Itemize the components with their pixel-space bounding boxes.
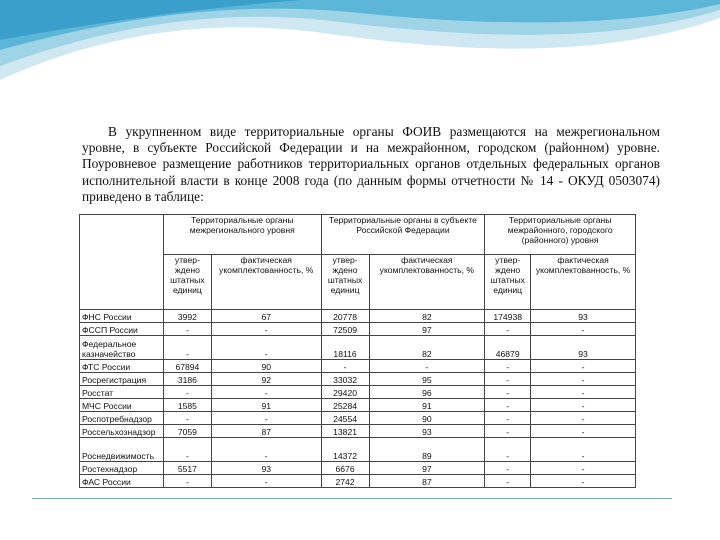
row-value-cell: 20778 [321,310,369,323]
row-value-cell: - [485,412,531,425]
row-value-cell: - [531,386,636,399]
row-value-cell: 18116 [321,336,369,360]
row-agency-name: Росрегистрация [80,373,164,386]
subheader-actual: фактическая укомплектованность, % [531,255,636,310]
row-value-cell: 24554 [321,412,369,425]
row-value-cell: - [485,438,531,462]
header-empty-cell [80,215,164,310]
row-value-cell: - [485,373,531,386]
row-value-cell: 67894 [163,360,211,373]
row-value-cell: 95 [369,373,485,386]
row-value-cell: - [369,360,485,373]
row-value-cell: 7059 [163,425,211,438]
row-value-cell: 3186 [163,373,211,386]
row-value-cell: 90 [211,360,321,373]
row-agency-name: Росстат [80,386,164,399]
subheader-approved: утвер-ждено штатных единиц [321,255,369,310]
intro-paragraph: В укрупненном виде территориальные органы ФОИВ размещаются на межрегиональном уровне, в субъекте Российской Федерации и на межрайонном, городском (районном) уровне. Поуровневое размещение работников территориальных органов отдельных федеральных органов исполнительной власти в конце 2008 года (по данным формы отчетности № 14 - ОКУД 0503074) приведено в таблице: [82,124,660,204]
row-value-cell: 5517 [163,462,211,475]
row-value-cell: 3992 [163,310,211,323]
row-value-cell: - [211,438,321,462]
row-value-cell: - [163,412,211,425]
staffing-table [79,214,636,488]
row-agency-name: Федеральное казначейство [80,336,164,360]
row-value-cell: 13821 [321,425,369,438]
row-value-cell: 87 [369,475,485,488]
row-value-cell: 93 [369,425,485,438]
row-value-cell: - [485,475,531,488]
table-row [80,438,636,462]
row-agency-name: Роспотребнадзор [80,412,164,425]
row-value-cell: - [211,475,321,488]
row-value-cell: 91 [211,399,321,412]
row-value-cell: - [211,323,321,336]
row-value-cell: 93 [531,336,636,360]
table-row [80,425,636,438]
row-value-cell: - [485,462,531,475]
row-value-cell: 67 [211,310,321,323]
row-value-cell: 82 [369,310,485,323]
row-value-cell: 174938 [485,310,531,323]
row-value-cell: - [163,475,211,488]
row-value-cell: - [531,412,636,425]
table-row [80,399,636,412]
decorative-header-wave [0,0,720,90]
row-value-cell: - [485,323,531,336]
table-row [80,462,636,475]
row-value-cell: 89 [369,438,485,462]
row-value-cell: 93 [531,310,636,323]
row-value-cell: - [163,386,211,399]
table-row [80,386,636,399]
row-value-cell: 93 [211,462,321,475]
row-value-cell: - [163,336,211,360]
row-value-cell: 14372 [321,438,369,462]
subheader-approved: утвер-ждено штатных единиц [163,255,211,310]
row-value-cell: 29420 [321,386,369,399]
table-row [80,310,636,323]
row-value-cell: - [531,399,636,412]
row-agency-name: МЧС России [80,399,164,412]
row-value-cell: 92 [211,373,321,386]
group-header-district: Территориальные органы межрайонного, городского (районного) уровня [485,215,636,255]
row-value-cell: - [531,425,636,438]
row-agency-name: Ростехнадзор [80,462,164,475]
table-row [80,412,636,425]
row-agency-name: ФССП России [80,323,164,336]
row-agency-name: Роснедвижимость [80,438,164,462]
subheader-actual: фактическая укомплектованность, % [369,255,485,310]
row-value-cell: 1585 [163,399,211,412]
slide-divider [32,498,672,499]
row-value-cell: - [531,438,636,462]
row-value-cell: - [485,360,531,373]
subheader-approved: утвер-ждено штатных единиц [485,255,531,310]
row-value-cell: - [485,425,531,438]
row-value-cell: - [163,323,211,336]
row-value-cell: - [211,412,321,425]
table-row [80,336,636,360]
row-value-cell: 2742 [321,475,369,488]
row-value-cell: - [211,336,321,360]
table-row [80,475,636,488]
row-value-cell: 87 [211,425,321,438]
row-value-cell: 25284 [321,399,369,412]
row-agency-name: Россельхознадзор [80,425,164,438]
row-value-cell: - [531,360,636,373]
row-value-cell: 97 [369,462,485,475]
table-row [80,323,636,336]
table-body [80,310,636,488]
row-value-cell: - [163,438,211,462]
row-value-cell: 33032 [321,373,369,386]
row-value-cell: - [531,373,636,386]
row-value-cell: 82 [369,336,485,360]
row-value-cell: 97 [369,323,485,336]
row-value-cell: 46879 [485,336,531,360]
table-row [80,373,636,386]
row-value-cell: 72509 [321,323,369,336]
row-value-cell: 96 [369,386,485,399]
row-value-cell: - [485,399,531,412]
row-value-cell: - [531,462,636,475]
row-value-cell: - [531,475,636,488]
group-header-interregional: Территориальные органы межрегионального уровня [163,215,321,255]
row-value-cell: - [485,386,531,399]
row-value-cell: - [531,323,636,336]
row-value-cell: - [211,386,321,399]
table-row [80,360,636,373]
row-agency-name: ФТС России [80,360,164,373]
row-agency-name: ФАС России [80,475,164,488]
subheader-actual: фактическая укомплектованность, % [211,255,321,310]
row-value-cell: 91 [369,399,485,412]
group-header-subject: Территориальные органы в субъекте Российской Федерации [321,215,485,255]
row-value-cell: - [321,360,369,373]
row-value-cell: 90 [369,412,485,425]
row-value-cell: 6676 [321,462,369,475]
row-agency-name: ФНС России [80,310,164,323]
